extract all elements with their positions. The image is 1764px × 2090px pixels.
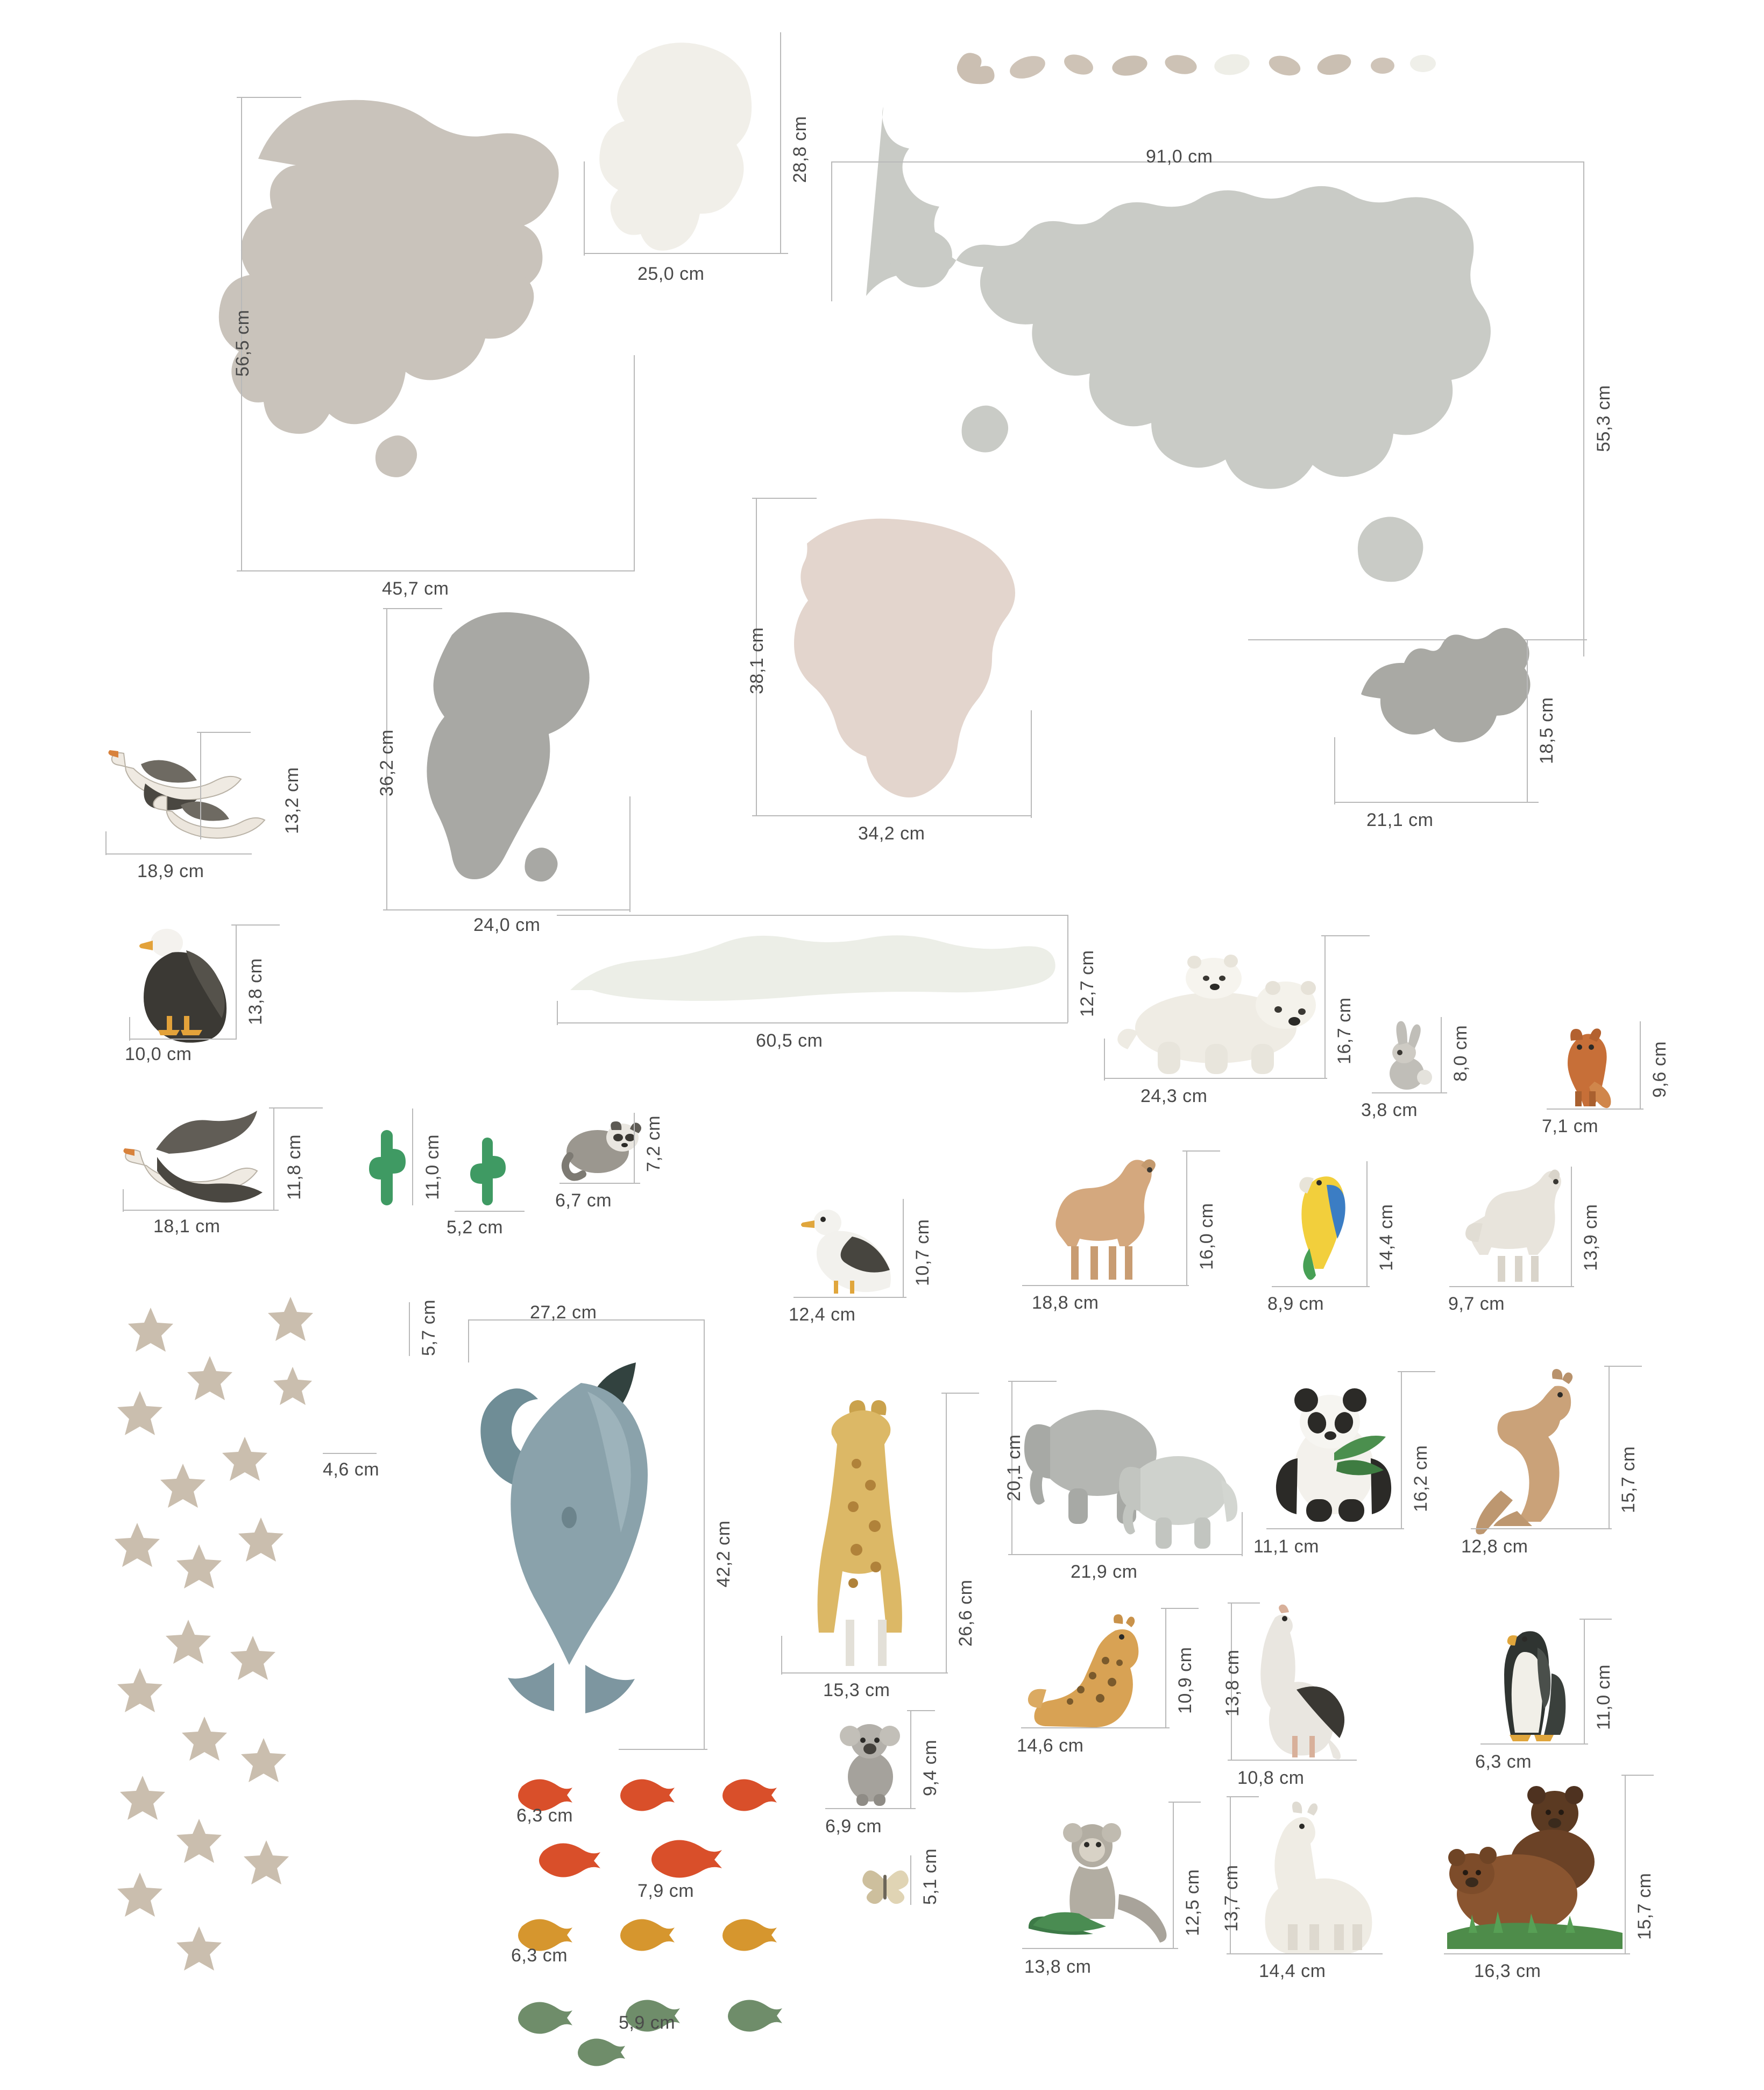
dim-tick-koala-top bbox=[907, 1710, 935, 1711]
dim-wolf-height: 13,9 cm bbox=[1581, 1204, 1601, 1271]
animal-geese-pair bbox=[108, 732, 247, 839]
dim-an-width: 60,5 cm bbox=[756, 1030, 823, 1051]
dim-line-monkey-h bbox=[1022, 1948, 1178, 1949]
dim-polar-width: 24,3 cm bbox=[1140, 1086, 1208, 1106]
dim-fox-width: 7,1 cm bbox=[1542, 1116, 1599, 1136]
dim-line-geese-v bbox=[200, 732, 201, 839]
animal-ostrich bbox=[1232, 1604, 1356, 1760]
dim-ostrich-height: 13,8 cm bbox=[1222, 1649, 1243, 1717]
dim-line-camel-v bbox=[1186, 1150, 1187, 1285]
animal-monkey bbox=[1028, 1803, 1189, 1948]
dim-llama-width: 14,4 cm bbox=[1259, 1961, 1326, 1981]
dim-whale-height: 42,2 cm bbox=[713, 1520, 734, 1587]
dim-gr-height: 28,8 cm bbox=[790, 116, 810, 183]
dim-koala-width: 6,9 cm bbox=[825, 1816, 882, 1837]
dim-line-seagull-h bbox=[794, 1297, 906, 1298]
dim-line-gr-v bbox=[780, 32, 781, 253]
dim-line-penguin-v bbox=[1584, 1619, 1585, 1743]
dim-raccoon-width: 6,7 cm bbox=[555, 1190, 612, 1211]
dim-line-goose-h bbox=[123, 1210, 279, 1211]
continent-antarctica bbox=[559, 926, 1065, 1028]
dim-eu-width: 91,0 cm bbox=[1146, 146, 1213, 167]
dim-line-fox-h bbox=[1547, 1108, 1643, 1110]
dim-parrot-width: 8,9 cm bbox=[1267, 1294, 1324, 1314]
dim-tick-sa-top bbox=[383, 608, 442, 609]
dim-line-na-h bbox=[237, 570, 635, 571]
animal-fox bbox=[1549, 1022, 1635, 1108]
dim-line-eagle-v bbox=[236, 924, 237, 1039]
dim-panda-height: 16,2 cm bbox=[1411, 1445, 1431, 1512]
animal-bears bbox=[1447, 1776, 1625, 1953]
dim-line-kang-v bbox=[1609, 1366, 1610, 1528]
dim-tick-panda-top bbox=[1398, 1371, 1435, 1372]
dim-line-raccoon-h bbox=[559, 1183, 640, 1184]
dim-giraffe-width: 15,3 cm bbox=[823, 1680, 890, 1700]
animal-bald-eagle bbox=[134, 926, 237, 1039]
animal-rabbit bbox=[1377, 1017, 1436, 1092]
dim-af-width: 34,2 cm bbox=[858, 823, 925, 844]
dim-line-au-v bbox=[1527, 640, 1528, 802]
dim-line-eleph-h bbox=[1008, 1554, 1242, 1555]
continent-australia bbox=[1345, 635, 1522, 796]
dim-tick-whale-bottom bbox=[619, 1749, 707, 1750]
animal-giraffe bbox=[785, 1394, 941, 1674]
dim-camel-width: 18,8 cm bbox=[1032, 1293, 1099, 1313]
continent-south-america bbox=[409, 597, 635, 899]
dim-line-star-small-h bbox=[323, 1453, 377, 1454]
fish-row-red-large bbox=[538, 1830, 764, 1878]
dim-tick-giraffe-top bbox=[941, 1393, 979, 1394]
dim-bears-width: 16,3 cm bbox=[1474, 1961, 1541, 1981]
dim-line-wolf-h bbox=[1449, 1286, 1574, 1287]
dim-tick-polar-left bbox=[1104, 1039, 1105, 1081]
dim-tick-eagle-left bbox=[129, 1017, 130, 1041]
dim-tick-af-right bbox=[1031, 710, 1032, 818]
dim-au-width: 21,1 cm bbox=[1366, 810, 1434, 830]
dim-penguin-width: 6,3 cm bbox=[1475, 1752, 1532, 1772]
dim-line-wolf-v bbox=[1571, 1167, 1572, 1286]
starfish-cluster bbox=[108, 1291, 409, 2045]
animal-whale bbox=[473, 1340, 699, 1754]
dim-line-ostrich-h bbox=[1228, 1760, 1357, 1761]
dim-seagull-height: 10,7 cm bbox=[912, 1219, 933, 1286]
dim-line-koala-v bbox=[910, 1710, 911, 1808]
dim-line-geese-h bbox=[105, 853, 252, 855]
dim-fish-red-large: 7,9 cm bbox=[637, 1881, 695, 1901]
dim-fox-height: 9,6 cm bbox=[1649, 1041, 1670, 1098]
dim-tick-whale-left bbox=[468, 1319, 469, 1362]
dim-line-an-h-top bbox=[557, 915, 1068, 916]
dim-kang-width: 12,8 cm bbox=[1461, 1536, 1528, 1557]
dim-line-polar-h bbox=[1104, 1078, 1327, 1079]
dim-cactus-height: 11,0 cm bbox=[422, 1134, 443, 1200]
dim-tick-geese-top bbox=[197, 732, 251, 733]
dim-line-parrot-v bbox=[1366, 1161, 1368, 1286]
dim-seagull-width: 12,4 cm bbox=[789, 1304, 856, 1325]
dim-monkey-height: 12,5 cm bbox=[1182, 1869, 1203, 1936]
animal-elephants bbox=[1017, 1383, 1243, 1555]
dim-line-seagull-v bbox=[903, 1199, 904, 1297]
dim-monkey-width: 13,8 cm bbox=[1024, 1957, 1092, 1977]
dim-na-width: 45,7 cm bbox=[382, 578, 449, 599]
dim-line-eagle-h bbox=[129, 1039, 237, 1040]
animal-llama bbox=[1232, 1797, 1388, 1953]
dim-tick-leopard-top bbox=[1161, 1608, 1199, 1609]
dim-line-giraffe-v bbox=[946, 1393, 947, 1672]
dim-llama-height: 13,7 cm bbox=[1221, 1865, 1242, 1932]
animal-polar-bears bbox=[1108, 936, 1323, 1076]
dim-star-small: 4,6 cm bbox=[323, 1459, 380, 1480]
dim-raccoon-height: 7,2 cm bbox=[643, 1115, 664, 1172]
dim-tick-polar-top bbox=[1321, 935, 1370, 936]
animal-goose-flying bbox=[124, 1108, 274, 1211]
dim-line-llama-h bbox=[1227, 1953, 1383, 1954]
plant-cactus-small bbox=[463, 1130, 511, 1205]
dim-af-height: 38,1 cm bbox=[747, 627, 767, 694]
dim-line-eu-v bbox=[1583, 161, 1584, 656]
dim-leopard-height: 10,9 cm bbox=[1175, 1647, 1195, 1714]
dim-koala-height: 9,4 cm bbox=[920, 1739, 940, 1796]
dim-rabbit-width: 3,8 cm bbox=[1361, 1100, 1418, 1120]
dim-tick-goose-left bbox=[123, 1189, 124, 1212]
dim-tick-af-top bbox=[752, 498, 817, 499]
dim-line-parrot-h bbox=[1272, 1286, 1370, 1287]
dim-line-raccoon-v bbox=[634, 1113, 635, 1183]
dim-line-penguin-h bbox=[1480, 1743, 1588, 1745]
dim-line-leopard-h bbox=[1021, 1727, 1170, 1728]
dim-au-height: 18,5 cm bbox=[1536, 697, 1557, 764]
dim-tick-bears-top bbox=[1621, 1775, 1654, 1776]
dim-bears-height: 15,7 cm bbox=[1634, 1873, 1655, 1940]
dim-tick-gr-left bbox=[584, 161, 585, 256]
dim-tick-llama-top bbox=[1227, 1796, 1259, 1797]
dim-line-giraffe-h bbox=[781, 1672, 948, 1674]
dim-geese-height: 13,2 cm bbox=[282, 767, 302, 834]
dim-line-leopard-v bbox=[1165, 1608, 1166, 1727]
dim-line-panda-v bbox=[1401, 1371, 1402, 1528]
dim-line-rabbit-h bbox=[1372, 1092, 1447, 1093]
dim-tick-ostrich-top bbox=[1228, 1602, 1260, 1604]
dim-geese-width: 18,9 cm bbox=[137, 861, 204, 881]
dim-fish-orange: 6,3 cm bbox=[511, 1945, 568, 1966]
dim-goose-height: 11,8 cm bbox=[284, 1134, 304, 1200]
dim-line-polar-v bbox=[1324, 935, 1326, 1078]
dim-sa-width: 24,0 cm bbox=[473, 915, 541, 935]
dim-tick-an-left bbox=[557, 1001, 558, 1025]
dim-line-an-v bbox=[1067, 915, 1068, 1022]
dim-giraffe-height: 26,6 cm bbox=[955, 1579, 976, 1647]
dim-kang-height: 15,7 cm bbox=[1618, 1446, 1639, 1513]
dim-line-sa-h bbox=[383, 909, 630, 910]
dim-fish-red: 6,3 cm bbox=[516, 1805, 573, 1826]
dim-line-af-h bbox=[752, 815, 1032, 816]
dim-tick-au-left bbox=[1334, 737, 1335, 804]
dim-tick-monkey-top bbox=[1168, 1802, 1201, 1803]
dim-tick-geese-left bbox=[105, 831, 107, 855]
dim-line-bears-v bbox=[1625, 1775, 1626, 1953]
dim-leopard-width: 14,6 cm bbox=[1017, 1735, 1084, 1756]
dim-line-bears-h bbox=[1444, 1953, 1630, 1954]
dim-whale-width: 27,2 cm bbox=[530, 1302, 597, 1323]
dim-fish-green: 5,9 cm bbox=[619, 2013, 676, 2033]
dim-cactus-width: 5,2 cm bbox=[447, 1217, 504, 1238]
dim-line-star-big-v bbox=[409, 1302, 410, 1356]
dim-eagle-width: 10,0 cm bbox=[125, 1044, 192, 1064]
dim-star-big: 5,7 cm bbox=[419, 1299, 439, 1356]
dim-penguin-height: 11,0 cm bbox=[1593, 1664, 1614, 1730]
continent-greenland bbox=[589, 30, 777, 256]
animal-kangaroo bbox=[1474, 1367, 1609, 1528]
animal-arctic-wolf bbox=[1453, 1168, 1571, 1286]
animal-leopard bbox=[1025, 1609, 1165, 1727]
dim-sa-height: 36,2 cm bbox=[377, 729, 397, 796]
dim-line-an-h-bot bbox=[557, 1022, 1068, 1023]
dim-rabbit-height: 8,0 cm bbox=[1450, 1025, 1471, 1082]
dim-tick-na-h-right bbox=[634, 355, 635, 571]
dim-camel-height: 16,0 cm bbox=[1196, 1203, 1217, 1270]
animal-raccoon bbox=[562, 1114, 643, 1184]
plant-cactus-large bbox=[362, 1119, 410, 1205]
dim-line-panda-h bbox=[1266, 1528, 1404, 1529]
dim-line-camel-h bbox=[1022, 1285, 1189, 1286]
dim-polar-height: 16,7 cm bbox=[1334, 997, 1355, 1064]
dim-line-butterfly-v bbox=[910, 1855, 911, 1905]
dim-tick-kang-top bbox=[1604, 1366, 1642, 1367]
dim-ostrich-width: 10,8 cm bbox=[1237, 1768, 1305, 1788]
dim-wolf-width: 9,7 cm bbox=[1448, 1294, 1505, 1314]
dim-tick-penguin-top bbox=[1579, 1619, 1612, 1620]
dim-line-cactus-v bbox=[412, 1108, 413, 1205]
animal-panda bbox=[1270, 1372, 1399, 1528]
animal-koala bbox=[828, 1711, 909, 1808]
continent-north-america bbox=[226, 94, 635, 562]
dim-an-height: 12,7 cm bbox=[1077, 950, 1097, 1017]
dim-line-goose-v bbox=[273, 1107, 274, 1210]
animal-penguins bbox=[1485, 1620, 1582, 1743]
dim-line-cactus-h bbox=[455, 1211, 525, 1212]
dim-gr-width: 25,0 cm bbox=[637, 264, 705, 284]
dim-eu-height: 55,3 cm bbox=[1593, 385, 1614, 452]
dim-line-koala-h bbox=[825, 1808, 916, 1809]
dim-tick-camel-top bbox=[1182, 1150, 1220, 1152]
dim-line-kang-h bbox=[1471, 1528, 1612, 1529]
dim-tick-sa-right bbox=[629, 796, 630, 912]
dim-eleph-width: 21,9 cm bbox=[1071, 1562, 1138, 1582]
dim-line-fox-v bbox=[1640, 1021, 1641, 1108]
dim-tick-eleph-top bbox=[1008, 1381, 1057, 1382]
dim-line-au-h bbox=[1334, 802, 1539, 803]
continent-africa bbox=[780, 500, 1033, 813]
dim-parrot-height: 14,4 cm bbox=[1376, 1204, 1397, 1271]
dim-eagle-height: 13,8 cm bbox=[245, 958, 266, 1025]
dim-tick-eleph-right bbox=[1242, 1512, 1243, 1556]
dim-line-whale-v bbox=[704, 1319, 705, 1750]
animal-butterfly bbox=[861, 1856, 909, 1905]
dim-eleph-height: 20,1 cm bbox=[1004, 1434, 1024, 1501]
dim-goose-width: 18,1 cm bbox=[153, 1216, 221, 1237]
dim-tick-giraffe-left bbox=[781, 1636, 782, 1675]
animal-parrot bbox=[1275, 1162, 1366, 1286]
dim-butterfly-height: 5,1 cm bbox=[920, 1848, 940, 1905]
dim-na-height: 56,5 cm bbox=[232, 309, 253, 377]
dim-line-gr-h bbox=[584, 253, 788, 254]
dim-tick-na-v-top bbox=[237, 97, 301, 98]
animal-seagull bbox=[796, 1200, 904, 1297]
island-dots bbox=[952, 43, 1625, 91]
animal-camel bbox=[1025, 1152, 1186, 1286]
dim-tick-goose-top bbox=[269, 1107, 323, 1108]
dim-tick-eagle-top bbox=[231, 924, 280, 926]
dim-line-rabbit-v bbox=[1441, 1017, 1442, 1092]
dim-panda-width: 11,1 cm bbox=[1253, 1536, 1319, 1557]
dim-line-monkey-v bbox=[1173, 1802, 1174, 1948]
dim-tick-eu-left bbox=[831, 161, 832, 301]
